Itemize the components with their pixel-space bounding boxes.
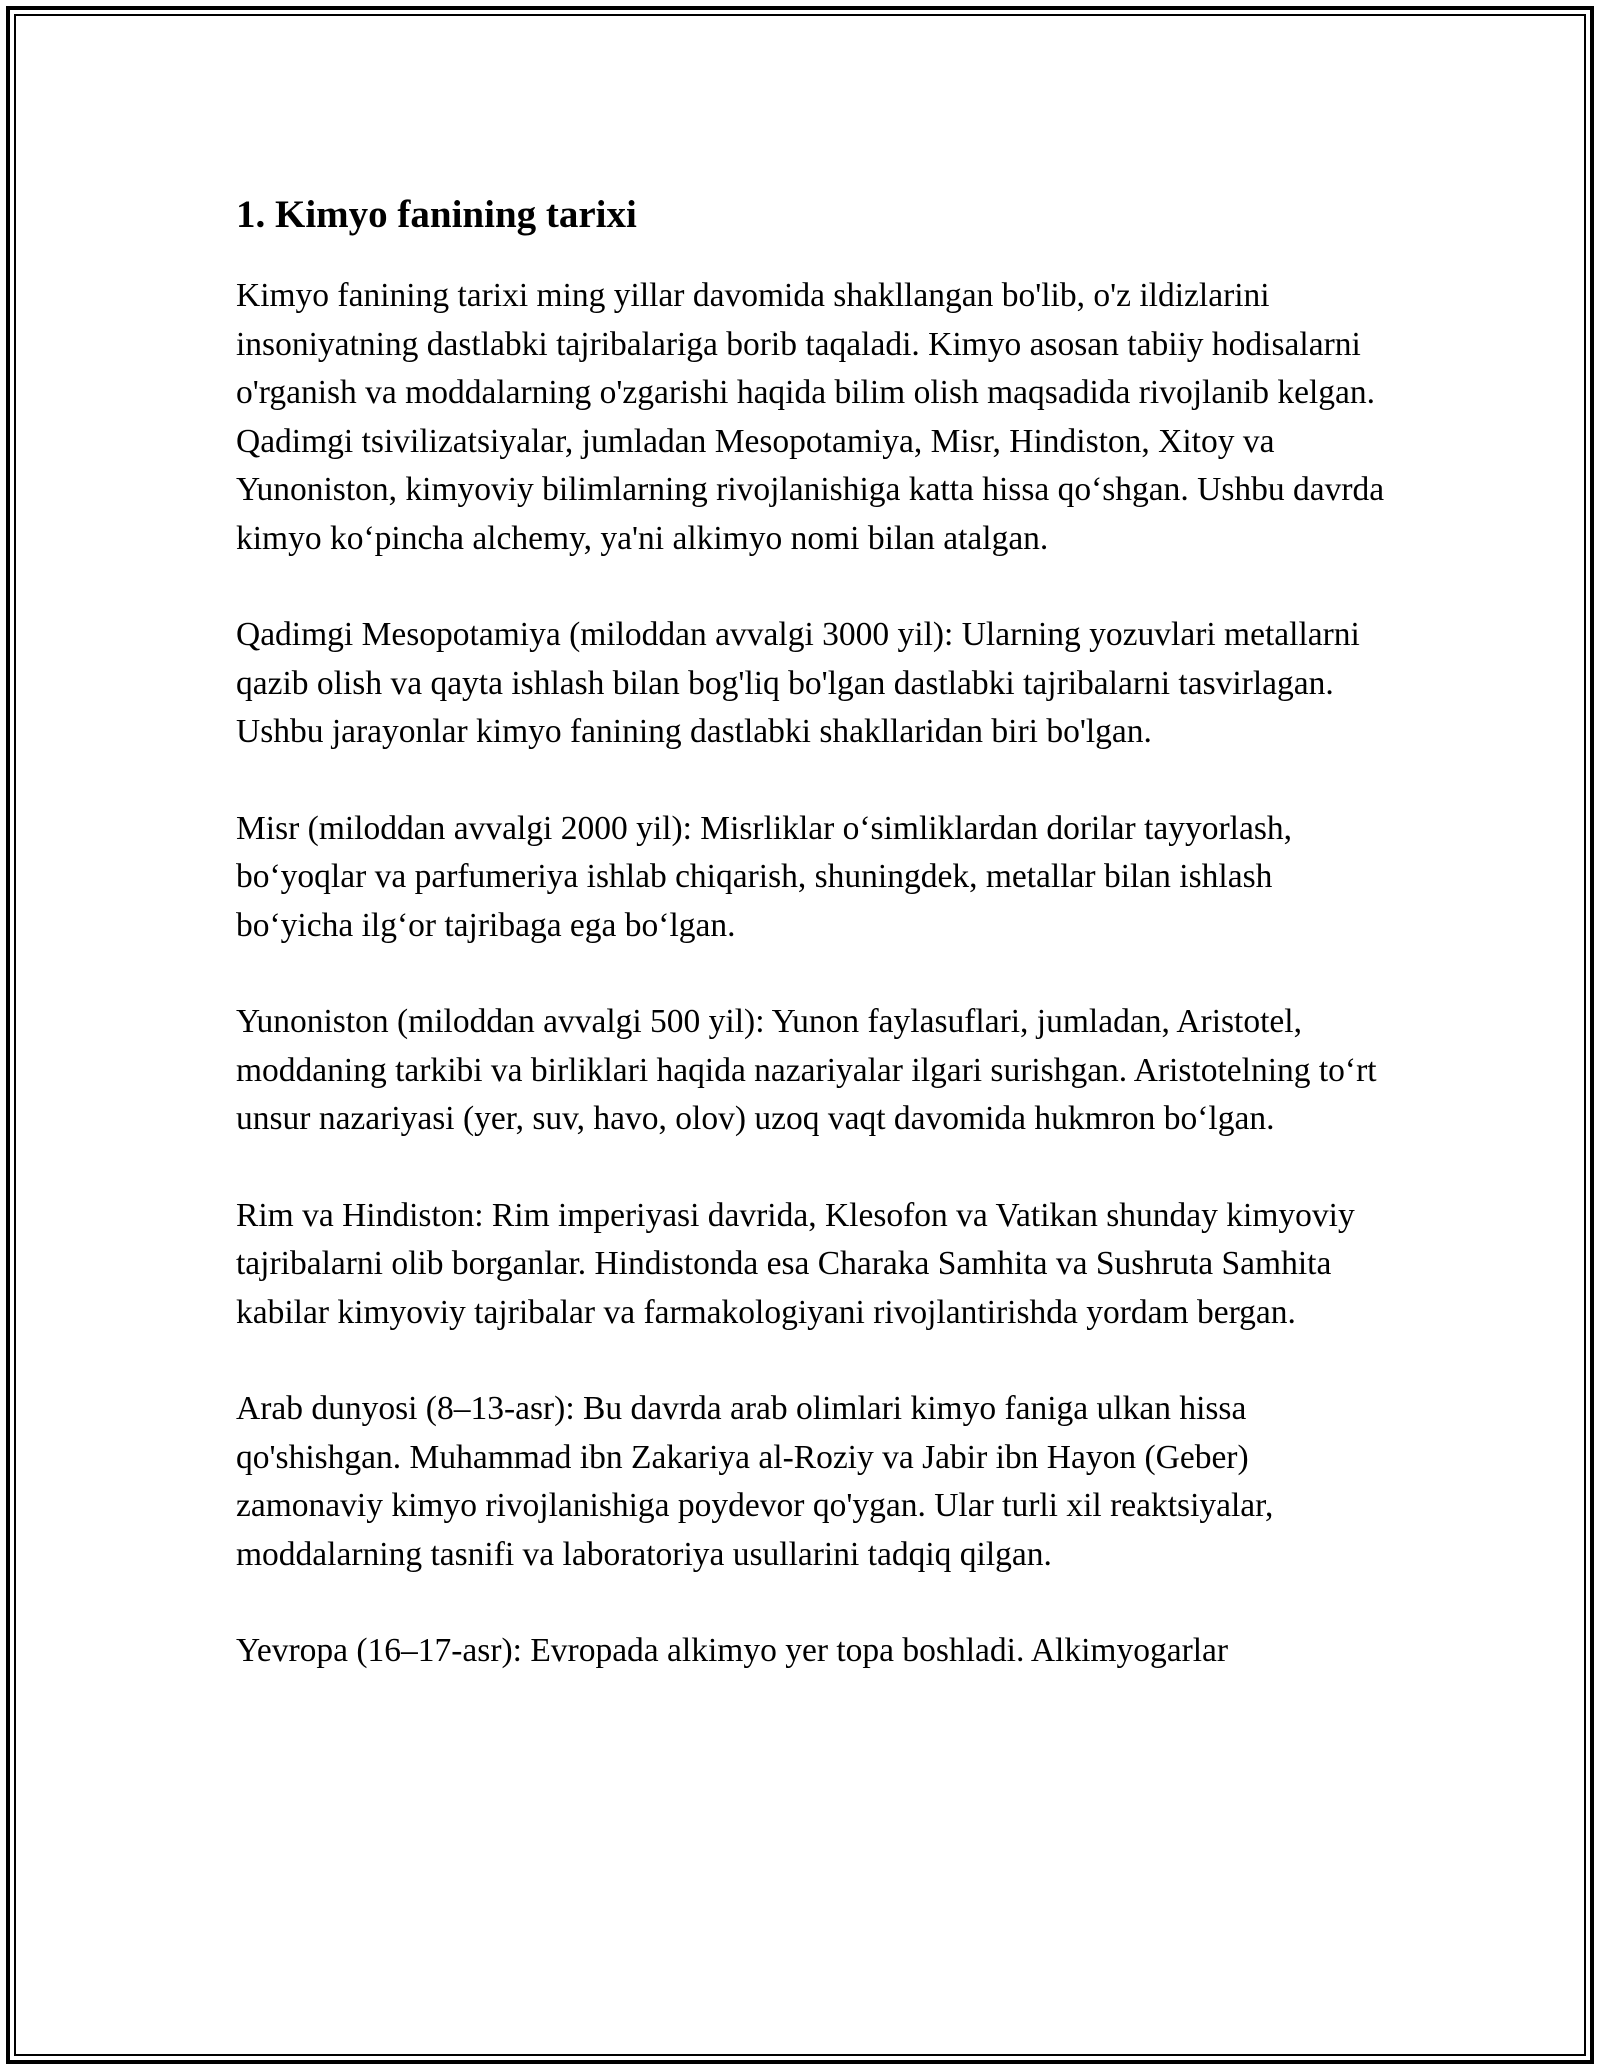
paragraph-arab-world: Arab dunyosi (8–13-asr): Bu davrda arab olimlari kimyo faniga ulkan hissa qo'shishgan. Muhammad ibn Zakariya al-Roziy va Jabir ibn Hayon (Geber) zamonaviy kimyo rivojlanishiga poydevor qo'ygan. Ular turli xil reaktsiyalar, moddalarning tasnifi va laboratoriya usullarini tadqiq qilgan.: [236, 1390, 1274, 1573]
document-body: [236, 188, 1386, 1724]
paragraph-rome-india: Rim va Hindiston: Rim imperiyasi davrida, Klesofon va Vatikan shunday kimyoviy tajribalarni olib borganlar. Hindistonda esa Charaka Samhita va Sushruta Samhita kabilar kimyoviy tajribalar va farmakologiyani rivojlantirishda yordam bergan.: [236, 1196, 1355, 1331]
paragraph-intro: Kimyo fanining tarixi ming yillar davomida shakllangan bo'lib, o'z ildizlarini insoniyatning dastlabki tajribalariga borib taqaladi. Kimyo asosan tabiiy hodisalarni o'rganish va moddalarning o'zgarishi haqida bilim olish maqsadida rivojlanib kelgan. Qadimgi tsivilizatsiyalar, jumladan Mesopotamiya, Misr, Hindiston, Xitoy va Yunoniston, kimyoviy bilimlarning rivojlanishiga katta hissa qo‘shgan. Ushbu davrda kimyo ko‘pincha alchemy, ya'ni alkimyo nomi bilan atalgan.: [236, 277, 1385, 557]
paragraph-mesopotamia: Qadimgi Mesopotamiya (miloddan avvalgi 3000 yil): Ularning yozuvlari metallarni qazib olish va qayta ishlash bilan bog'liq bo'lgan dastlabki tajribalarni tasvirlagan. Ushbu jarayonlar kimyo fanining dastlabki shakllaridan biri bo'lgan.: [236, 616, 1360, 750]
paragraph-greece: Yunoniston (miloddan avvalgi 500 yil): Yunon faylasuflari, jumladan, Aristotel, moddaning tarkibi va birliklari haqida nazariyalar ilgari surishgan. Aristotelning to‘rt unsur nazariyasi (yer, suv, havo, olov) uzoq vaqt davomida hukmron bo‘lgan.: [236, 1003, 1377, 1137]
paragraph-europe: Yevropa (16–17-asr): Evropada alkimyo yer topa boshladi. Alkimyogarlar: [236, 1632, 1229, 1669]
section-heading: 1. Kimyo fanining tarixi: [236, 193, 637, 236]
paragraph-egypt: Misr (miloddan avvalgi 2000 yil): Misrliklar o‘simliklardan dorilar tayyorlash, bo‘yoqlar va parfumeriya ishlab chiqarish, shuningdek, metallar bilan ishlash bo‘yicha ilg‘or tajribaga ega bo‘lgan.: [236, 809, 1292, 944]
